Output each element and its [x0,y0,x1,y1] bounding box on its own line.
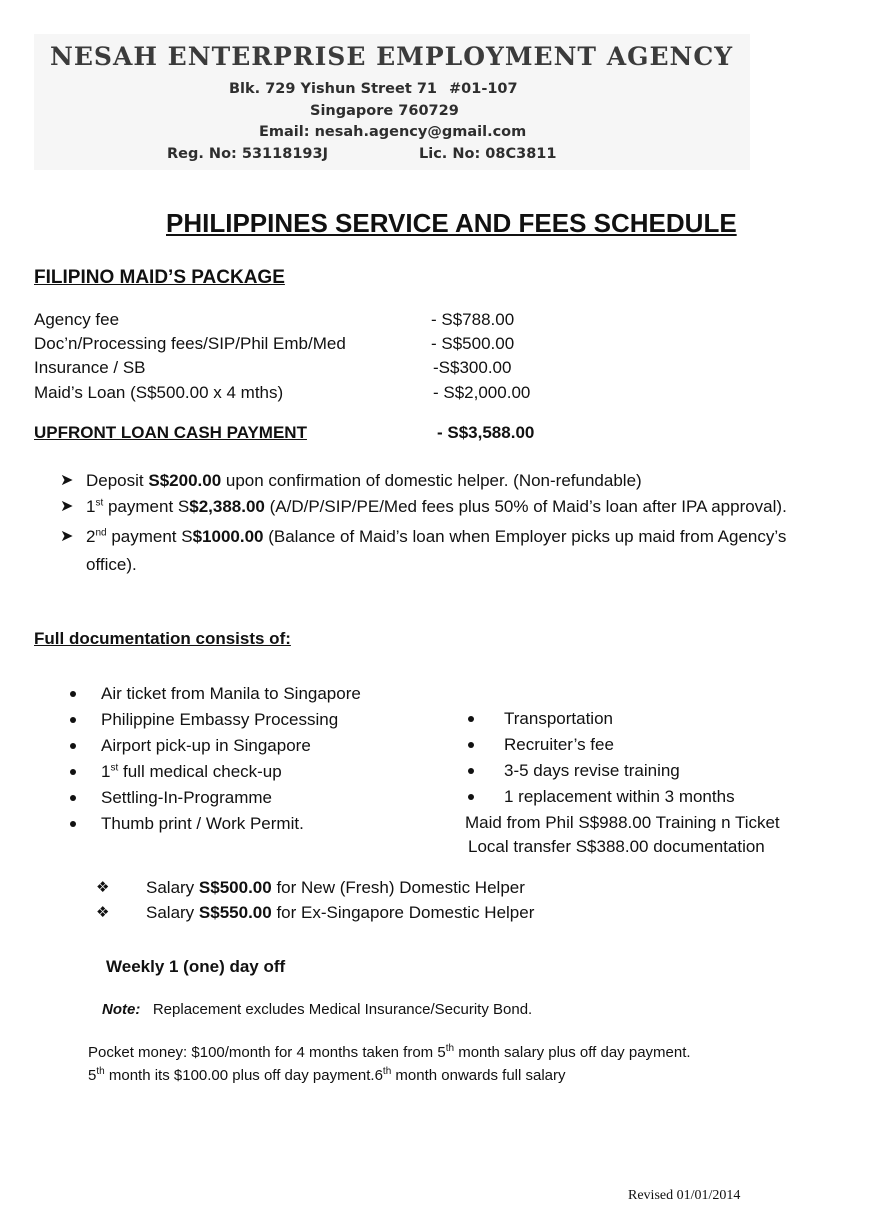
bullet-dot-icon [70,717,76,723]
agency-name: NESAH ENTERPRISE EMPLOYMENT AGENCY [50,42,734,71]
payment-deposit: Deposit S$200.00 upon confirmation of domestic helper. (Non-refundable) [86,471,642,490]
agency-address-city: Singapore 760729 [310,103,459,119]
salary-ex-singapore: Salary S$550.00 for Ex-Singapore Domestic Helper [146,903,535,922]
doc-item: Philippine Embassy Processing [101,710,339,729]
doc-item: Transportation [504,709,613,728]
package-heading: FILIPINO MAID’S PACKAGE [34,267,285,288]
payment-first: 1st payment S$2,388.00 (A/D/P/SIP/PE/Med fees plus 50% of Maid’s loan after IPA approval). [86,497,787,516]
diamond-bullet-icon: ❖ [96,879,110,896]
doc-item-medical: 1st full medical check-up [101,762,282,781]
fee-label: Maid’s Loan (S$500.00 x 4 mths) [34,383,284,402]
bullet-dot-icon [468,716,474,722]
replacement-note: Note: Replacement excludes Medical Insurance/Security Bond. [102,1001,533,1018]
day-off: Weekly 1 (one) day off [106,957,286,976]
bullet-dot-icon [70,769,76,775]
page-title: PHILIPPINES SERVICE AND FEES SCHEDULE [166,208,737,238]
doc-item: 1 replacement within 3 months [504,787,735,806]
revised-date: Revised 01/01/2014 [628,1188,741,1203]
agency-address-unit: #01-107 [449,81,518,97]
agency-reg-no: Reg. No: 53118193J [167,146,328,162]
letterhead [34,34,750,170]
fee-label: Agency fee [34,310,120,329]
doc-item: Airport pick-up in Singapore [101,736,311,755]
payment-second-cont: office). [86,555,137,574]
arrow-bullet-icon: ➤ [60,528,74,545]
bullet-dot-icon [70,795,76,801]
bullet-dot-icon [70,743,76,749]
salary-fresh: Salary S$500.00 for New (Fresh) Domestic Helper [146,878,525,897]
pocket-money-line1: Pocket money: $100/month for 4 months taken from 5th month salary plus off day payment. [88,1043,691,1061]
payment-second: 2nd payment S$1000.00 (Balance of Maid’s loan when Employer picks up maid from Agency’s [86,527,787,546]
doc-item: Recruiter’s fee [504,735,614,754]
bullet-dot-icon [468,794,474,800]
fee-amount: - S$788.00 [431,310,515,329]
doc-item: Settling-In-Programme [101,788,273,807]
fee-amount: - S$500.00 [431,334,515,353]
pocket-money-line2: 5th month its $100.00 plus off day payment.6th month onwards full salary [88,1066,566,1084]
fee-amount: - S$2,000.00 [433,383,531,402]
agency-email: Email: nesah.agency@gmail.com [259,124,527,140]
agency-address-street: Blk. 729 Yishun Street 71 [229,81,438,97]
arrow-bullet-icon: ➤ [60,498,74,515]
fee-label: Doc’n/Processing fees/SIP/Phil Emb/Med [34,334,346,353]
bullet-dot-icon [70,821,76,827]
arrow-bullet-icon: ➤ [60,472,74,489]
fee-label: Insurance / SB [34,358,146,377]
bullet-dot-icon [70,691,76,697]
documentation-heading: Full documentation consists of: [34,629,291,648]
diamond-bullet-icon: ❖ [96,904,110,921]
bullet-dot-icon [468,742,474,748]
doc-item: 3-5 days revise training [504,761,680,780]
agency-lic-no: Lic. No: 08C3811 [419,146,557,162]
fee-amount: -S$300.00 [433,358,512,377]
bullet-dot-icon [468,768,474,774]
doc-item: Thumb print / Work Permit. [101,814,304,833]
doc-item: Air ticket from Manila to Singapore [101,684,361,703]
local-transfer-price: Local transfer S$388.00 documentation [468,837,765,856]
phil-maid-price: Maid from Phil S$988.00 Training n Ticket [465,813,780,832]
upfront-total-amount: - S$3,588.00 [437,423,535,442]
upfront-total-label: UPFRONT LOAN CASH PAYMENT [34,423,307,442]
